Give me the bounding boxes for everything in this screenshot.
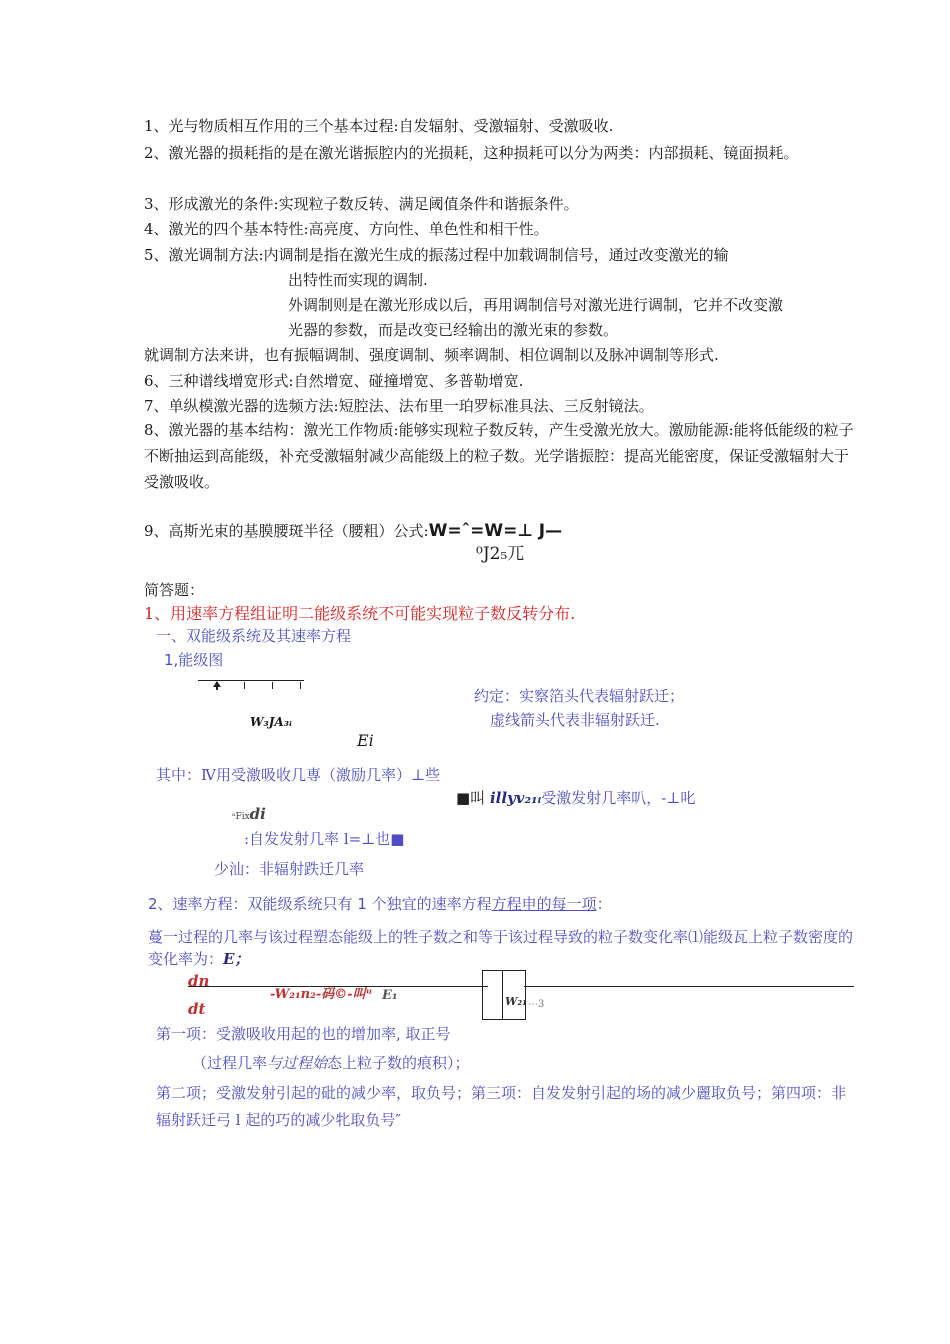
term-1-note-b: 与过程始: [267, 1054, 328, 1072]
term-1-note-a: （过程几率: [192, 1054, 268, 1072]
rate-equation-explanation: [148, 926, 854, 970]
section-1-heading: 一、双能级系统及其速率方程: [156, 627, 352, 645]
a21-symbol: [232, 804, 266, 827]
arrow-head-icon: [213, 681, 221, 687]
transition-tick-2: [272, 682, 273, 689]
question-1: 1、用速率方程组证明二能级系统不可能实现粒子数反转分布.: [144, 604, 576, 623]
box-tail-label: ⋯3: [528, 999, 545, 1010]
w21-definition: [456, 788, 695, 808]
item-8: 8、激光器的基本结构：激光工作物质:能够实现粒子数反转，产生受激光放大。激励能源:能将低能级的粒子不断抽运到高能级，补充受激辐射减少高能级上的粒子数。光学谐振腔：提高光能密度，保证受激辐射大于受激吸收。: [144, 421, 854, 491]
terms-2-4: 第二项；受激发射引起的砒的减少率，取负号；第三项：自发发射引起的场的减少麗取负号；第四项：非辐射跃迁弓 l 起的巧的减少牝取负号″: [156, 1084, 847, 1129]
term-1-note-c: 态上粒子数的痕积）；: [327, 1054, 470, 1072]
a21-symbol-prefix: ᵃFix: [232, 812, 250, 822]
item-1: 1、光与物质相互作用的三个基本过程:自发辐射、受激辐射、受激吸收.: [144, 117, 614, 135]
equation-box-divider: [502, 970, 503, 1020]
s21-definition: 少汕：非辐射跌迁几率: [214, 860, 365, 878]
explanation-e: E；: [223, 950, 250, 968]
item-9-text: 9、高斯光束的基膜腰斑半径（腰粗）公式:: [144, 522, 429, 540]
item-4: 4、激光的四个基本特性:高亮度、方向性、单色性和相干性。: [144, 220, 549, 238]
item-5-line-3: 外调制则是在激光形成以后，再用调制信号对激光进行调制，它并不改变激: [288, 296, 784, 314]
item-9: [144, 521, 562, 541]
w21-symbol: illyv₂₁ᵢ: [489, 789, 542, 807]
a21-definition: :自发发射几率 l=⊥也■: [244, 830, 405, 848]
w21-text: 受激发射几率叭，-⊥叱: [541, 789, 696, 807]
rate-equation-heading-text: 2、速率方程：双能级系统只有 1 个独宜的速率方程: [148, 895, 492, 913]
item-6: 6、三种谱线增宽形式:自然增宽、碰撞增宽、多普勒增宽.: [144, 372, 524, 390]
energy-level-heading: 1,能级图: [164, 651, 224, 669]
item-5-line-4: 光器的参数，而是改变已经输出的激光束的参数。: [288, 321, 619, 339]
item-7: 7、单纵模激光器的选频方法:短腔法、法布里一珀罗标准具法、三反射镜法。: [144, 397, 654, 415]
rate-equation-heading-colon: ：: [596, 895, 612, 913]
item-3: 3、形成激光的条件:实现粒子数反转、满足阈值条件和谐振条件。: [144, 195, 579, 213]
item-5-line-2: 出特性而实现的调制.: [288, 271, 428, 289]
lower-level-label: Ei: [357, 731, 374, 750]
gaussian-waist-formula: W=ˆ=W=⊥ J—: [428, 521, 563, 541]
rate-equation-heading-underlined: 方程申的每一项: [491, 895, 597, 913]
dn-numerator: dn: [188, 972, 210, 990]
equation-e1: E₁: [382, 988, 398, 1003]
term-1: 第一项：受激吸收用起的也的增加率, 取正号: [156, 1025, 451, 1043]
transition-tick-1: [244, 682, 245, 689]
convention-radiative: 约定：实察箔头代表辐射跃迁；: [474, 687, 685, 705]
item-5-line-1: 5、激光调制方法:内调制是指在激光生成的振荡过程中加载调制信号，通过改变激光的输: [144, 246, 729, 264]
gaussian-waist-formula-sub: ⁰J2₅兀: [476, 544, 525, 564]
transition-labels: W₃JA₃ᵢ: [250, 715, 292, 729]
a21-symbol-main: di: [249, 805, 266, 823]
explanation-text: 蔓一过程的几率与该过程塑态能级上的牲子数之和等于该过程导致的粒子数变化率⑴能级瓦上粒子数密度的变化率为：: [148, 928, 854, 968]
equation-rhs: -W₂₁n₂-码©-叫ᵘ: [270, 987, 373, 1002]
w12-definition: 其中：Ⅳ用受激吸收几専（激励几率）⊥些: [156, 766, 441, 784]
dt-denominator: dt: [188, 1000, 206, 1018]
box-w21-label: W₂₁: [505, 995, 527, 1008]
transition-tick-3: [300, 682, 301, 689]
rate-equation-heading: [148, 894, 612, 914]
convention-nonradiative: 虚线箭头代表非辐射跃迁.: [490, 711, 660, 729]
equation-rule: [524, 986, 854, 987]
item-5-line-5: 就调制方法来讲，也有振幅调制、强度调制、频率调制、相位调制以及脉冲调制等形式.: [144, 346, 719, 364]
item-2: 2、激光器的损耗指的是在激光谐振腔内的光损耗，这种损耗可以分为两类：内部损耗、镜面损耗。: [144, 144, 799, 162]
term-1-note: [192, 1053, 470, 1073]
w21-prefix: ■叫: [456, 789, 490, 807]
short-answer-heading: 简答题：: [144, 581, 205, 599]
